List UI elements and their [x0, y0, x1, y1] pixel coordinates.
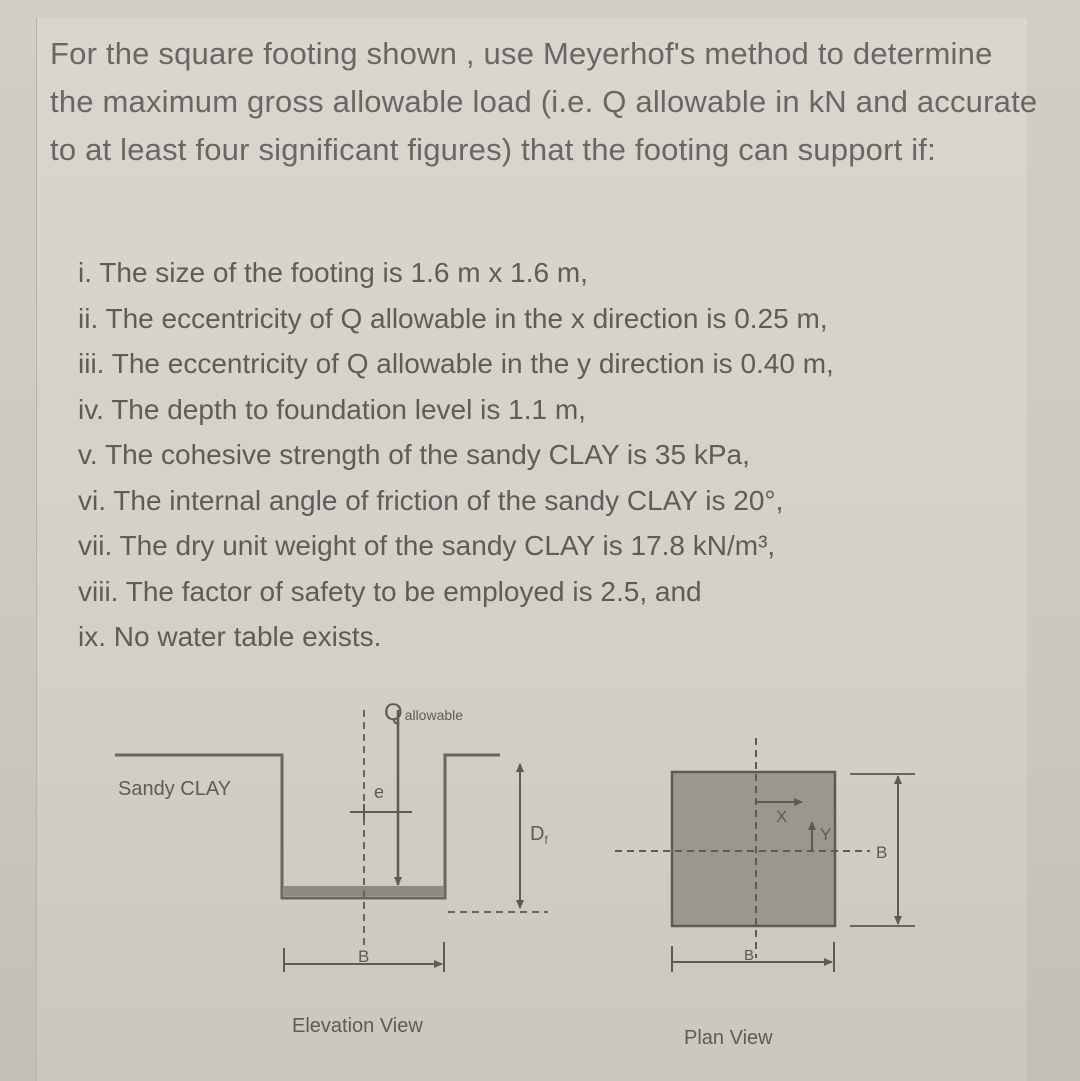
- condition-item: iii. The eccentricity of Q allowable in the y direction is 0.40 m,: [78, 348, 834, 379]
- footing-plan: [672, 772, 835, 926]
- plan-width-label: B: [744, 947, 755, 964]
- soil-label: Sandy CLAY: [118, 778, 232, 800]
- load-label: Qallowable: [384, 699, 464, 726]
- problem-intro: For the square footing shown , use Meyerhof's method to determine the maximum gross allowable load (i.e. Q allowable in kN and accurate to at least four significant figures) that the footing can support if:: [50, 36, 1038, 167]
- conditions-list: [78, 250, 834, 660]
- condition-item: vi. The internal angle of friction of the sandy CLAY is 20°,: [78, 484, 784, 516]
- eccentricity-label: e: [374, 782, 385, 802]
- condition-item: ii. The eccentricity of Q allowable in the x direction is 0.25 m,: [78, 302, 828, 334]
- y-label: Y: [820, 825, 832, 844]
- condition-item: iv. The depth to foundation level is 1.1 m,: [78, 393, 586, 425]
- plan-height-label: B: [876, 843, 888, 862]
- condition-item: viii. The factor of safety to be employed is 2.5, and: [78, 575, 702, 607]
- condition-item: v. The cohesive strength of the sandy CLAY is 35 kPa,: [78, 439, 750, 470]
- elevation-view: [115, 699, 548, 1037]
- elevation-caption: Elevation View: [292, 1015, 423, 1037]
- depth-label: $D_f$: [530, 823, 548, 847]
- footing-diagram: [0, 680, 1080, 1080]
- condition-item: i. The size of the footing is 1.6 m x 1.6 m,: [78, 257, 588, 288]
- x-label: X: [776, 807, 788, 826]
- condition-item: ix. No water table exists.: [78, 621, 382, 652]
- plan-view: [615, 738, 915, 1049]
- width-label: B: [358, 947, 370, 966]
- plan-caption: Plan View: [684, 1027, 773, 1049]
- excavation-outline: [115, 755, 500, 898]
- condition-item: vii. The dry unit weight of the sandy CLAY is 17.8 kN/m³,: [78, 530, 776, 561]
